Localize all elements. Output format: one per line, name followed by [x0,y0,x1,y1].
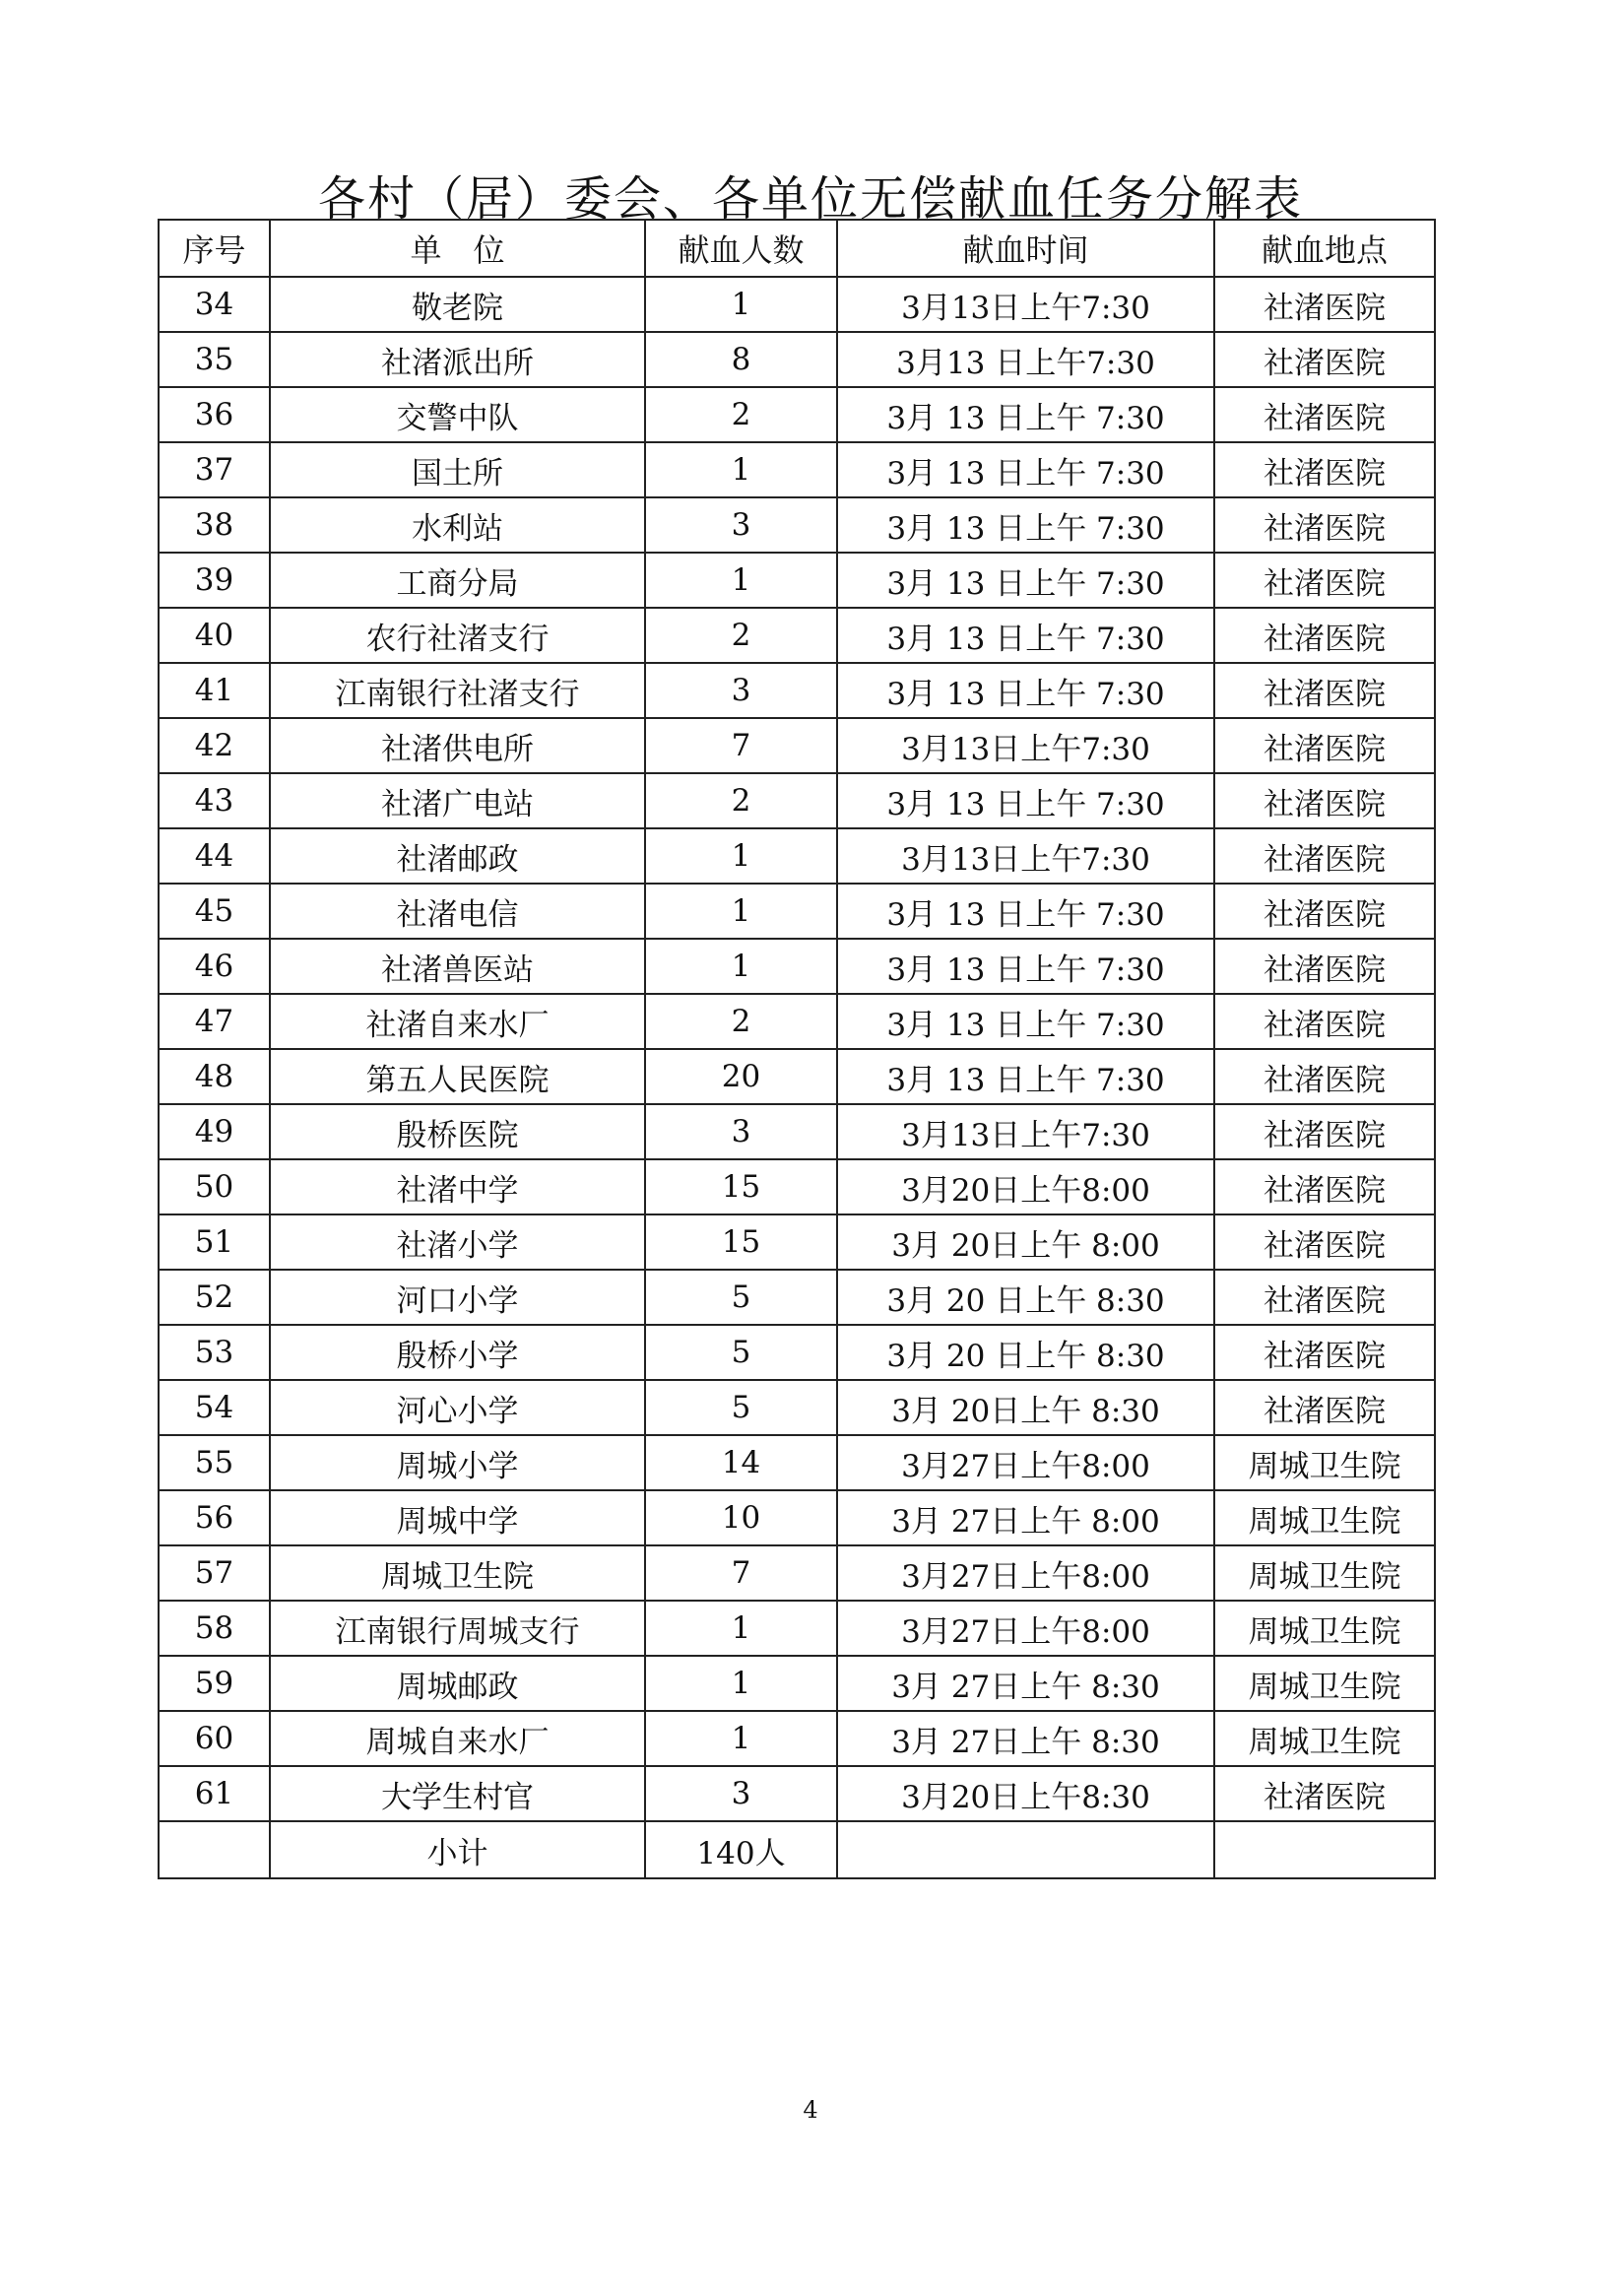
row-unit: 社渚电信 [270,884,645,939]
row-donor-count: 2 [645,994,837,1049]
row-donation-time: 3月 20日上午 8:00 [837,1214,1214,1270]
row-unit: 社渚自来水厂 [270,994,645,1049]
row-donation-time: 3月20日上午8:00 [837,1159,1214,1214]
table-row [159,1766,1435,1821]
row-donation-time: 3月 13 日上午 7:30 [837,994,1214,1049]
row-donation-time: 3月13日上午7:30 [837,718,1214,773]
row-donation-location: 社渚医院 [1214,387,1435,442]
row-donation-location: 社渚医院 [1214,608,1435,663]
row-donation-location: 社渚医院 [1214,442,1435,497]
row-donor-count: 1 [645,828,837,884]
row-index: 43 [159,773,270,828]
row-index: 60 [159,1711,270,1766]
row-donation-location: 周城卫生院 [1214,1601,1435,1656]
row-donation-location: 周城卫生院 [1214,1545,1435,1601]
subtotal-label: 小计 [270,1821,645,1878]
table-row [159,1049,1435,1104]
row-donation-time: 3月27日上午8:00 [837,1601,1214,1656]
row-donation-location: 社渚医院 [1214,332,1435,387]
row-donor-count: 1 [645,1656,837,1711]
row-donor-count: 3 [645,663,837,718]
row-index: 40 [159,608,270,663]
table-row [159,277,1435,332]
row-index: 36 [159,387,270,442]
header-index: 序号 [159,220,270,277]
table-row [159,1104,1435,1159]
row-donation-location: 社渚医院 [1214,994,1435,1049]
row-donation-time: 3月13 日上午7:30 [837,332,1214,387]
row-unit: 农行社渚支行 [270,608,645,663]
row-donor-count: 1 [645,939,837,994]
row-donor-count: 8 [645,332,837,387]
row-donation-location: 社渚医院 [1214,1380,1435,1435]
table-header-row [159,220,1435,277]
row-donor-count: 3 [645,497,837,553]
row-donor-count: 5 [645,1325,837,1380]
table-row [159,1380,1435,1435]
row-donor-count: 7 [645,1545,837,1601]
row-donor-count: 5 [645,1270,837,1325]
row-donation-time: 3月 20日上午 8:30 [837,1380,1214,1435]
table-row [159,497,1435,553]
row-unit: 江南银行社渚支行 [270,663,645,718]
row-donor-count: 2 [645,773,837,828]
row-donation-time: 3月 13 日上午 7:30 [837,608,1214,663]
table-row [159,442,1435,497]
row-donation-time: 3月 20 日上午 8:30 [837,1325,1214,1380]
row-donor-count: 3 [645,1766,837,1821]
row-donor-count: 1 [645,1601,837,1656]
row-donation-time: 3月13日上午7:30 [837,277,1214,332]
table-row [159,828,1435,884]
subtotal-location-cell [1214,1821,1435,1878]
row-donation-location: 周城卫生院 [1214,1656,1435,1711]
row-unit: 社渚兽医站 [270,939,645,994]
row-donation-location: 社渚医院 [1214,1214,1435,1270]
table-row [159,1214,1435,1270]
table-body [159,277,1435,1821]
table-row [159,1325,1435,1380]
table-row [159,1711,1435,1766]
row-unit: 江南银行周城支行 [270,1601,645,1656]
row-donation-location: 社渚医院 [1214,884,1435,939]
subtotal-row [159,1821,1435,1878]
table-row [159,1601,1435,1656]
row-unit: 敬老院 [270,277,645,332]
row-unit: 国土所 [270,442,645,497]
row-index: 56 [159,1490,270,1545]
row-donation-time: 3月 13 日上午 7:30 [837,884,1214,939]
row-donation-time: 3月13日上午7:30 [837,1104,1214,1159]
page-number: 4 [803,2096,818,2124]
row-donor-count: 1 [645,884,837,939]
row-donor-count: 1 [645,442,837,497]
row-unit: 社渚供电所 [270,718,645,773]
subtotal-index-cell [159,1821,270,1878]
row-unit: 社渚中学 [270,1159,645,1214]
row-donation-time: 3月13日上午7:30 [837,828,1214,884]
row-donor-count: 1 [645,277,837,332]
row-donation-location: 社渚医院 [1214,773,1435,828]
row-donor-count: 1 [645,1711,837,1766]
table-row [159,1270,1435,1325]
row-index: 49 [159,1104,270,1159]
row-donation-location: 周城卫生院 [1214,1435,1435,1490]
row-index: 34 [159,277,270,332]
table-row [159,608,1435,663]
row-donor-count: 15 [645,1214,837,1270]
row-unit: 工商分局 [270,553,645,608]
row-unit: 社渚派出所 [270,332,645,387]
table-row [159,994,1435,1049]
row-donation-location: 社渚医院 [1214,553,1435,608]
header-unit: 单 位 [270,220,645,277]
row-index: 44 [159,828,270,884]
row-donation-location: 社渚医院 [1214,1104,1435,1159]
row-unit: 社渚邮政 [270,828,645,884]
row-index: 50 [159,1159,270,1214]
table-row [159,1656,1435,1711]
row-unit: 第五人民医院 [270,1049,645,1104]
row-unit: 河心小学 [270,1380,645,1435]
row-donor-count: 14 [645,1435,837,1490]
row-index: 53 [159,1325,270,1380]
row-donation-location: 社渚医院 [1214,1159,1435,1214]
row-donation-time: 3月 13 日上午 7:30 [837,442,1214,497]
row-unit: 殷桥小学 [270,1325,645,1380]
row-donation-location: 社渚医院 [1214,663,1435,718]
header-donation-time: 献血时间 [837,220,1214,277]
row-donor-count: 3 [645,1104,837,1159]
row-donation-location: 社渚医院 [1214,497,1435,553]
row-unit: 周城卫生院 [270,1545,645,1601]
row-unit: 水利站 [270,497,645,553]
blood-donation-table [158,219,1436,1879]
row-donation-location: 社渚医院 [1214,1325,1435,1380]
row-donation-location: 社渚医院 [1214,939,1435,994]
row-index: 52 [159,1270,270,1325]
row-donation-location: 社渚医院 [1214,718,1435,773]
row-donation-location: 周城卫生院 [1214,1711,1435,1766]
row-unit: 社渚广电站 [270,773,645,828]
header-donation-location: 献血地点 [1214,220,1435,277]
row-donation-time: 3月 27日上午 8:30 [837,1711,1214,1766]
table-row [159,718,1435,773]
table-row [159,1435,1435,1490]
row-index: 41 [159,663,270,718]
row-unit: 周城自来水厂 [270,1711,645,1766]
row-unit: 大学生村官 [270,1766,645,1821]
row-index: 48 [159,1049,270,1104]
row-donor-count: 5 [645,1380,837,1435]
row-donation-location: 周城卫生院 [1214,1490,1435,1545]
row-donation-time: 3月 13 日上午 7:30 [837,553,1214,608]
row-donation-time: 3月27日上午8:00 [837,1435,1214,1490]
row-index: 37 [159,442,270,497]
row-unit: 殷桥医院 [270,1104,645,1159]
row-donation-time: 3月 13 日上午 7:30 [837,939,1214,994]
row-donation-location: 社渚医院 [1214,1270,1435,1325]
row-index: 46 [159,939,270,994]
row-donation-time: 3月27日上午8:00 [837,1545,1214,1601]
row-unit: 周城小学 [270,1435,645,1490]
table-row [159,387,1435,442]
row-donation-time: 3月 27日上午 8:30 [837,1656,1214,1711]
row-index: 35 [159,332,270,387]
subtotal-count: 140人 [645,1821,837,1878]
row-donor-count: 20 [645,1049,837,1104]
row-donation-location: 社渚医院 [1214,277,1435,332]
row-index: 61 [159,1766,270,1821]
row-unit: 社渚小学 [270,1214,645,1270]
table-row [159,663,1435,718]
table-row [159,332,1435,387]
row-unit: 河口小学 [270,1270,645,1325]
row-donation-time: 3月 27日上午 8:00 [837,1490,1214,1545]
table-row [159,553,1435,608]
row-donation-location: 社渚医院 [1214,1766,1435,1821]
row-index: 51 [159,1214,270,1270]
header-donor-count: 献血人数 [645,220,837,277]
row-donor-count: 2 [645,387,837,442]
row-donation-time: 3月 20 日上午 8:30 [837,1270,1214,1325]
row-unit: 周城邮政 [270,1656,645,1711]
table-row [159,939,1435,994]
row-donation-time: 3月 13 日上午 7:30 [837,663,1214,718]
row-index: 58 [159,1601,270,1656]
row-index: 47 [159,994,270,1049]
row-donation-location: 社渚医院 [1214,828,1435,884]
row-donation-time: 3月 13 日上午 7:30 [837,497,1214,553]
row-index: 59 [159,1656,270,1711]
row-unit: 交警中队 [270,387,645,442]
table-row [159,1490,1435,1545]
table-row [159,884,1435,939]
row-donor-count: 10 [645,1490,837,1545]
row-index: 39 [159,553,270,608]
row-donation-location: 社渚医院 [1214,1049,1435,1104]
document-title: 各村（居）委会、各单位无偿献血任务分解表 [317,171,1303,227]
row-donation-time: 3月 13 日上午 7:30 [837,773,1214,828]
row-index: 42 [159,718,270,773]
subtotal-time-cell [837,1821,1214,1878]
row-donation-time: 3月 13 日上午 7:30 [837,1049,1214,1104]
row-unit: 周城中学 [270,1490,645,1545]
row-index: 54 [159,1380,270,1435]
row-donor-count: 1 [645,553,837,608]
row-donor-count: 15 [645,1159,837,1214]
table-row [159,1159,1435,1214]
row-index: 55 [159,1435,270,1490]
row-donor-count: 2 [645,608,837,663]
table-row [159,1545,1435,1601]
table-row [159,773,1435,828]
row-index: 45 [159,884,270,939]
row-donation-time: 3月 13 日上午 7:30 [837,387,1214,442]
row-index: 38 [159,497,270,553]
row-index: 57 [159,1545,270,1601]
row-donor-count: 7 [645,718,837,773]
row-donation-time: 3月20日上午8:30 [837,1766,1214,1821]
